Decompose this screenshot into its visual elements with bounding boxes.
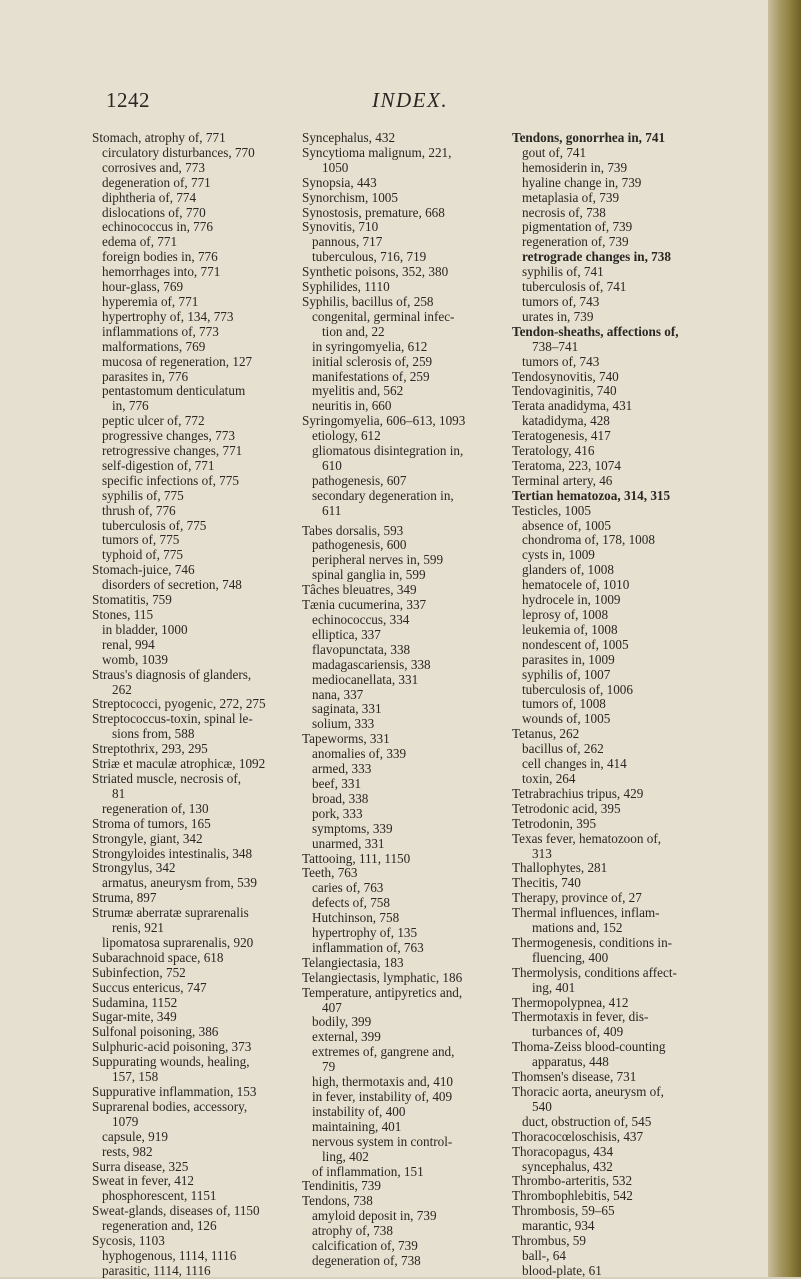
index-heading: Syringomyelia, 606–613, 1093 xyxy=(302,413,466,429)
index-continuation: 611 xyxy=(322,502,342,518)
index-subentry: regeneration of, 130 xyxy=(102,800,209,816)
index-heading: Thoracopagus, 434 xyxy=(512,1143,614,1159)
index-subentry: manifestations of, 259 xyxy=(312,368,430,384)
index-heading: Suprarenal bodies, accessory, xyxy=(92,1098,248,1114)
index-subentry: spinal ganglia in, 599 xyxy=(312,567,426,583)
index-heading: Streptococcus-toxin, spinal le- xyxy=(92,711,253,727)
index-heading: Thrombo-arteritis, 532 xyxy=(512,1173,633,1189)
index-subentry: solium, 333 xyxy=(312,716,375,732)
index-subentry: syncephalus, 432 xyxy=(522,1158,613,1174)
index-heading: Therapy, province of, 27 xyxy=(512,890,642,906)
index-heading: Sulfonal poisoning, 386 xyxy=(92,1024,219,1040)
index-heading: Thoma-Zeiss blood-counting xyxy=(512,1039,666,1055)
index-subentry: tuberculosis of, 775 xyxy=(102,517,207,533)
index-continuation: fluencing, 400 xyxy=(532,949,609,965)
index-heading: Tendovaginitis, 740 xyxy=(512,383,617,399)
index-heading: Terata anadidyma, 431 xyxy=(512,398,633,414)
index-heading: Thermal influences, inflam- xyxy=(512,905,660,921)
index-subentry: saginata, 331 xyxy=(312,701,382,717)
index-heading: Strongyle, giant, 342 xyxy=(92,830,203,846)
index-continuation: 1050 xyxy=(322,159,349,175)
index-continuation: tion and, 22 xyxy=(322,323,385,339)
index-heading: Suppurating wounds, healing, xyxy=(92,1054,250,1070)
index-subentry: dislocations of, 770 xyxy=(102,204,206,220)
index-heading: Thermolysis, conditions affect- xyxy=(512,964,677,980)
index-subentry: caries of, 763 xyxy=(312,880,384,896)
index-subentry: secondary degeneration in, xyxy=(312,487,454,503)
index-subentry: flavopunctata, 338 xyxy=(312,641,411,657)
index-subentry: parasites in, 776 xyxy=(102,368,189,384)
index-subentry: madagascariensis, 338 xyxy=(312,656,431,672)
index-heading: Thrombophlebitis, 542 xyxy=(512,1188,633,1204)
index-subentry: peripheral nerves in, 599 xyxy=(312,552,444,568)
index-subentry: external, 399 xyxy=(312,1029,381,1045)
index-subentry: hematocele of, 1010 xyxy=(522,577,630,593)
index-heading: Tænia cucumerina, 337 xyxy=(302,597,427,613)
index-subentry: congenital, germinal infec- xyxy=(312,308,455,324)
index-subentry: circulatory disturbances, 770 xyxy=(102,144,255,160)
index-heading: Syphilis, bacillus of, 258 xyxy=(302,293,434,309)
index-continuation: in, 776 xyxy=(112,398,149,414)
index-heading: Striated muscle, necrosis of, xyxy=(92,770,242,786)
index-heading: Sycosis, 1103 xyxy=(92,1233,165,1249)
index-subentry: nana, 337 xyxy=(312,686,364,702)
index-heading: Syphilides, 1110 xyxy=(302,279,390,295)
index-subentry: metaplasia of, 739 xyxy=(522,189,620,205)
index-subentry: tuberculosis of, 741 xyxy=(522,279,627,295)
index-subentry: syphilis of, 775 xyxy=(102,487,184,503)
index-subentry: self-digestion of, 771 xyxy=(102,457,215,473)
index-heading: Tâches bleuatres, 349 xyxy=(302,582,417,598)
index-continuation: apparatus, 448 xyxy=(532,1054,609,1070)
index-subentry: bacillus of, 262 xyxy=(522,741,604,757)
index-heading: Telangiectasia, 183 xyxy=(302,954,404,970)
index-subentry: tumors of, 1008 xyxy=(522,696,606,712)
index-heading: Stomatitis, 759 xyxy=(92,592,172,608)
index-subentry: blood-plate, 61 xyxy=(522,1262,602,1278)
index-heading: Testicles, 1005 xyxy=(512,502,591,518)
index-continuation: 1079 xyxy=(112,1113,139,1129)
index-subentry: retrogressive changes, 771 xyxy=(102,443,243,459)
index-subentry: malformations, 769 xyxy=(102,338,206,354)
index-subentry: rests, 982 xyxy=(102,1143,153,1159)
index-heading: Stones, 115 xyxy=(92,607,154,622)
index-subentry: parasitic, 1114, 1116 xyxy=(102,1262,211,1278)
index-subentry: peptic ulcer of, 772 xyxy=(102,413,205,429)
index-subentry: atrophy of, 738 xyxy=(312,1223,393,1239)
index-subentry: initial sclerosis of, 259 xyxy=(312,353,433,369)
index-subentry: marantic, 934 xyxy=(522,1218,595,1234)
index-subentry: toxin, 264 xyxy=(522,770,576,786)
index-heading: Straus's diagnosis of glanders, xyxy=(92,666,252,682)
index-continuation: turbances of, 409 xyxy=(532,1024,624,1040)
index-subentry: degeneration of, 738 xyxy=(312,1252,421,1268)
index-heading: Tapeworms, 331 xyxy=(302,731,390,747)
index-subentry: tumors of, 743 xyxy=(522,293,600,309)
index-subentry: typhoid of, 775 xyxy=(102,547,183,563)
index-heading: Tattooing, 111, 1150 xyxy=(302,850,411,866)
index-subentry: defects of, 758 xyxy=(312,895,390,911)
index-subentry: hemorrhages into, 771 xyxy=(102,264,221,280)
index-heading: Subinfection, 752 xyxy=(92,964,186,980)
index-continuation: 262 xyxy=(112,681,132,697)
index-subentry: urates in, 739 xyxy=(522,308,594,324)
index-heading: Strongyloides intestinalis, 348 xyxy=(92,845,253,861)
index-subentry: regeneration and, 126 xyxy=(102,1218,217,1234)
index-subentry: wounds of, 1005 xyxy=(522,711,611,727)
index-heading: Teratogenesis, 417 xyxy=(512,428,611,444)
index-subentry: cysts in, 1009 xyxy=(522,547,595,563)
index-heading: Stomach-juice, 746 xyxy=(92,562,195,578)
index-subentry: Hutchinson, 758 xyxy=(312,910,400,926)
index-subentry: absence of, 1005 xyxy=(522,517,611,533)
index-heading: Thrombus, 59 xyxy=(512,1233,586,1249)
index-subentry: elliptica, 337 xyxy=(312,626,381,642)
index-subentry: leukemia of, 1008 xyxy=(522,621,618,637)
index-heading: Tetrabrachius tripus, 429 xyxy=(512,785,644,801)
index-subentry: regeneration of, 739 xyxy=(522,234,629,250)
index-subentry: in bladder, 1000 xyxy=(102,621,188,637)
index-heading: Sulphuric-acid poisoning, 373 xyxy=(92,1039,252,1055)
running-title: INDEX. xyxy=(372,88,449,112)
index-heading: Thrombosis, 59–65 xyxy=(512,1203,615,1219)
index-subentry: nondescent of, 1005 xyxy=(522,636,629,652)
index-subentry: extremes of, gangrene and, xyxy=(312,1044,455,1060)
index-heading: Thoracocœloschisis, 437 xyxy=(512,1128,644,1144)
index-heading: Syncytioma malignum, 221, xyxy=(302,144,452,160)
index-subentry: renal, 994 xyxy=(102,636,155,652)
index-heading: Thermotaxis in fever, dis- xyxy=(512,1009,649,1025)
index-subentry: capsule, 919 xyxy=(102,1128,168,1144)
index-subentry: pathogenesis, 600 xyxy=(312,537,407,553)
index-subentry: echinococcus, 334 xyxy=(312,612,410,627)
index-heading: Tetrodonin, 395 xyxy=(512,815,597,831)
index-continuation: ing, 401 xyxy=(532,979,576,995)
index-subentry: hyperemia of, 771 xyxy=(102,293,199,309)
index-heading: Thecitis, 740 xyxy=(512,875,581,891)
index-heading: Sweat in fever, 412 xyxy=(92,1173,195,1189)
index-subentry: katadidyma, 428 xyxy=(522,413,610,429)
index-subentry: pigmentation of, 739 xyxy=(522,219,633,235)
index-subentry: anomalies of, 339 xyxy=(312,746,407,762)
index-subentry: maintaining, 401 xyxy=(312,1118,402,1134)
index-heading: Strongylus, 342 xyxy=(92,860,176,876)
index-subentry: of inflammation, 151 xyxy=(312,1163,424,1179)
index-heading: Thermogenesis, conditions in- xyxy=(512,934,673,950)
index-continuation: 407 xyxy=(322,999,342,1015)
index-subentry: chondroma of, 178, 1008 xyxy=(522,532,655,548)
index-heading: Tetrodonic acid, 395 xyxy=(512,800,621,816)
index-subentry: tuberculous, 716, 719 xyxy=(312,249,427,265)
index-subentry: necrosis of, 738 xyxy=(522,204,606,220)
index-continuation: 313 xyxy=(532,845,552,861)
index-subentry: inflammations of, 773 xyxy=(102,323,219,339)
index-heading: Temperature, antipyretics and, xyxy=(302,984,463,1000)
index-heading: Telangiectasis, lymphatic, 186 xyxy=(302,969,463,985)
index-subentry: lipomatosa suprarenalis, 920 xyxy=(102,934,254,950)
index-subentry: amyloid deposit in, 739 xyxy=(312,1208,437,1224)
index-heading: Succus entericus, 747 xyxy=(92,979,207,995)
index-heading: Struma, 897 xyxy=(92,890,157,906)
index-heading: Surra disease, 325 xyxy=(92,1158,189,1174)
index-subentry: degeneration of, 771 xyxy=(102,174,211,190)
index-subentry: armatus, aneurysm from, 539 xyxy=(102,875,257,891)
index-subentry: hydrocele in, 1009 xyxy=(522,592,621,608)
index-subentry: armed, 333 xyxy=(312,761,372,777)
index-heading: Striæ et maculæ atrophicæ, 1092 xyxy=(92,756,266,772)
index-subentry: myelitis and, 562 xyxy=(312,383,404,399)
index-heading: Sugar-mite, 349 xyxy=(92,1009,177,1025)
index-heading: Suppurative inflammation, 153 xyxy=(92,1084,257,1099)
index-heading: Strumæ aberratæ suprarenalis xyxy=(92,905,249,921)
index-subentry: foreign bodies in, 776 xyxy=(102,249,218,265)
index-heading: Thermopolypnea, 412 xyxy=(512,994,629,1010)
index-heading: Tabes dorsalis, 593 xyxy=(302,522,404,538)
index-continuation: 540 xyxy=(532,1098,552,1114)
index-subentry: parasites in, 1009 xyxy=(522,651,615,667)
index-subentry: nervous system in control- xyxy=(312,1133,453,1149)
index-heading: Subarachnoid space, 618 xyxy=(92,949,224,965)
index-subentry: womb, 1039 xyxy=(102,651,168,667)
index-subentry: diphtheria of, 774 xyxy=(102,189,197,205)
index-continuation: ling, 402 xyxy=(322,1148,369,1164)
index-continuation: renis, 921 xyxy=(112,920,165,936)
index-subentry: specific infections of, 775 xyxy=(102,472,239,488)
index-subentry: neuritis in, 660 xyxy=(312,398,392,414)
index-heading: Synorchism, 1005 xyxy=(302,189,398,205)
index-subentry: inflammation of, 763 xyxy=(312,939,424,955)
index-column-2 xyxy=(302,131,492,1269)
index-continuation: 738–741 xyxy=(532,338,579,354)
index-subentry: tumors of, 775 xyxy=(102,532,180,548)
index-subentry: cell changes in, 414 xyxy=(522,756,627,772)
index-heading: Tendons, 738 xyxy=(302,1193,373,1209)
index-continuation: 79 xyxy=(322,1059,336,1075)
index-heading: Sudamina, 1152 xyxy=(92,994,178,1010)
index-subentry: in syringomyelia, 612 xyxy=(312,338,428,354)
index-continuation: mations and, 152 xyxy=(532,920,623,936)
index-continuation: 157, 158 xyxy=(112,1069,159,1085)
index-subentry: bodily, 399 xyxy=(312,1014,372,1030)
index-subentry: pannous, 717 xyxy=(312,234,383,250)
index-subentry: syphilis of, 1007 xyxy=(522,666,611,682)
index-subentry: gout of, 741 xyxy=(522,144,587,160)
index-heading: Syncephalus, 432 xyxy=(302,130,396,145)
index-heading: Tendon-sheaths, affections of, xyxy=(512,323,679,339)
index-subentry: hyaline change in, 739 xyxy=(522,174,642,190)
index-heading: Synostosis, premature, 668 xyxy=(302,204,445,220)
index-heading: Texas fever, hematozoon of, xyxy=(512,830,662,846)
index-heading: Tendosynovitis, 740 xyxy=(512,368,619,384)
index-subentry: broad, 338 xyxy=(312,790,369,806)
index-subentry: tumors of, 743 xyxy=(522,353,600,369)
index-heading: Synopsia, 443 xyxy=(302,174,377,190)
index-subentry: beef, 331 xyxy=(312,775,362,791)
index-subentry: phosphorescent, 1151 xyxy=(102,1188,217,1204)
page-edge xyxy=(768,0,801,1277)
index-subentry: disorders of secretion, 748 xyxy=(102,577,242,593)
page-header xyxy=(0,88,768,118)
index-subentry: thrush of, 776 xyxy=(102,502,176,518)
index-subentry: gliomatous disintegration in, xyxy=(312,443,464,459)
index-subentry: calcification of, 739 xyxy=(312,1238,418,1254)
index-subentry: glanders of, 1008 xyxy=(522,562,614,578)
index-subentry: in fever, instability of, 409 xyxy=(312,1089,453,1104)
index-heading: Tertian hematozoa, 314, 315 xyxy=(512,487,671,503)
index-subentry: pentastomum denticulatum xyxy=(102,383,246,399)
index-heading: Streptococci, pyogenic, 272, 275 xyxy=(92,696,266,712)
index-subentry: progressive changes, 773 xyxy=(102,428,235,444)
index-subentry: pathogenesis, 607 xyxy=(312,472,407,488)
index-subentry: high, thermotaxis and, 410 xyxy=(312,1074,454,1090)
index-subentry: etiology, 612 xyxy=(312,428,381,444)
index-heading: Thoracic aorta, aneurysm of, xyxy=(512,1084,664,1099)
index-subentry: unarmed, 331 xyxy=(312,835,385,851)
index-heading: Teratoma, 223, 1074 xyxy=(512,457,621,473)
index-heading: Teeth, 763 xyxy=(302,865,358,881)
index-subentry: instability of, 400 xyxy=(312,1103,406,1119)
index-subentry: leprosy of, 1008 xyxy=(522,607,609,622)
index-heading: Sweat-glands, diseases of, 1150 xyxy=(92,1203,260,1219)
index-heading: Thomsen's disease, 731 xyxy=(512,1069,637,1085)
index-subentry: hyphogenous, 1114, 1116 xyxy=(102,1247,237,1263)
index-subentry: echinococcus in, 776 xyxy=(102,219,213,235)
index-subentry: hypertrophy of, 135 xyxy=(312,925,418,941)
index-subentry: pork, 333 xyxy=(312,805,363,821)
index-heading: Teratology, 416 xyxy=(512,443,595,459)
index-subentry: hour-glass, 769 xyxy=(102,279,184,295)
index-heading: Synovitis, 710 xyxy=(302,219,379,235)
index-subentry: ball-, 64 xyxy=(522,1247,566,1263)
index-subentry: mediocanellata, 331 xyxy=(312,671,419,687)
index-subentry: symptoms, 339 xyxy=(312,820,393,836)
index-heading: Synthetic poisons, 352, 380 xyxy=(302,264,449,280)
index-subentry: hemosiderin in, 739 xyxy=(522,159,628,175)
index-heading: Terminal artery, 46 xyxy=(512,472,613,488)
index-continuation: 610 xyxy=(322,457,342,473)
index-subentry: hypertrophy of, 134, 773 xyxy=(102,308,234,324)
index-heading: Tetanus, 262 xyxy=(512,726,580,742)
index-subentry: edema of, 771 xyxy=(102,234,178,250)
index-subentry: corrosives and, 773 xyxy=(102,159,205,175)
index-subentry: mucosa of regeneration, 127 xyxy=(102,353,253,369)
index-continuation: sions from, 588 xyxy=(112,726,195,742)
index-column-1 xyxy=(92,131,282,1279)
index-heading: Stroma of tumors, 165 xyxy=(92,815,211,831)
index-subentry: tuberculosis of, 1006 xyxy=(522,681,633,697)
index-heading: Thallophytes, 281 xyxy=(512,860,608,876)
index-subentry: duct, obstruction of, 545 xyxy=(522,1113,652,1129)
index-heading: Stomach, atrophy of, 771 xyxy=(92,130,226,145)
index-column-3 xyxy=(512,131,702,1279)
index-heading: Tendinitis, 739 xyxy=(302,1178,381,1194)
index-subentry: syphilis of, 741 xyxy=(522,264,604,280)
index-heading: Streptothrix, 293, 295 xyxy=(92,741,208,757)
index-heading: Tendons, gonorrhea in, 741 xyxy=(512,130,666,145)
index-continuation: 81 xyxy=(112,785,126,801)
index-subentry: retrograde changes in, 738 xyxy=(522,249,671,265)
page-number: 1242 xyxy=(106,88,150,112)
